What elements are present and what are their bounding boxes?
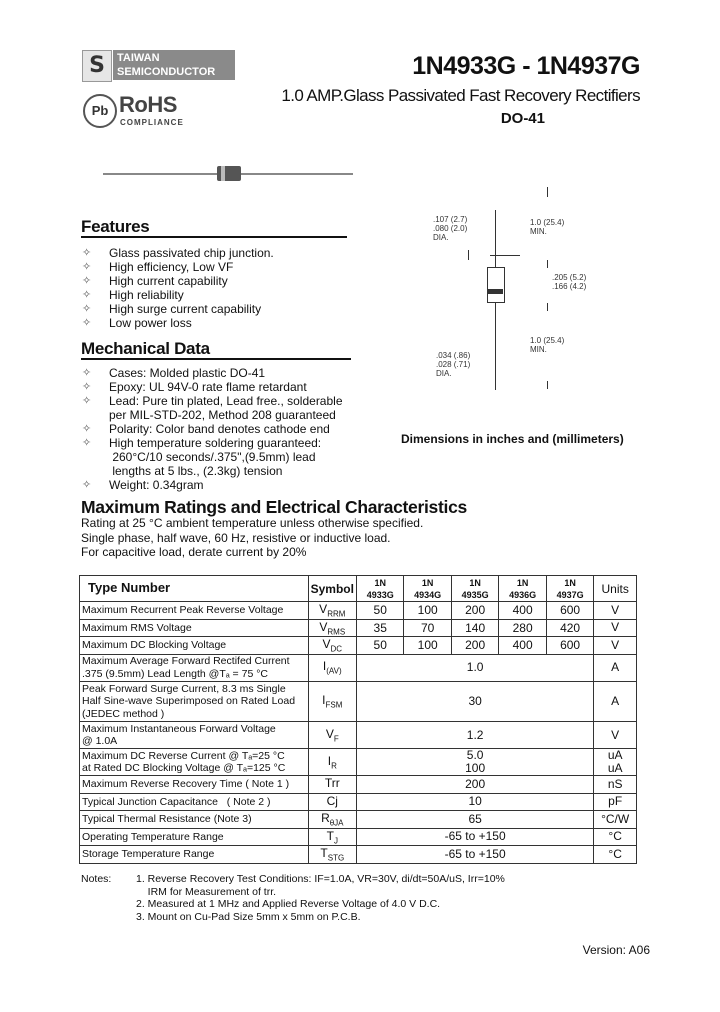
list-item-text: Weight: 0.34gram [109, 478, 204, 492]
symbol-subscript: FSM [325, 700, 343, 710]
param-symbol [308, 828, 356, 846]
bullet-icon: ✧ [82, 395, 92, 407]
bullet-icon: ✧ [82, 247, 92, 259]
list-item-text: High temperature soldering guaranteed: [109, 436, 322, 450]
param-value: -65 to +150 [356, 828, 593, 846]
param-value: 200 [356, 776, 593, 794]
symbol-main: R [321, 811, 330, 826]
symbol-subscript: J [333, 835, 338, 845]
company-name [113, 50, 235, 80]
param-unit: °C [594, 828, 637, 846]
list-item-text: Low power loss [109, 316, 192, 330]
param-description: Typical Thermal Resistance (Note 3) [80, 811, 309, 829]
param-symbol [308, 846, 356, 864]
list-item [82, 274, 274, 288]
table-row [80, 654, 637, 681]
bullet-icon [82, 408, 109, 422]
param-unit: V [594, 637, 637, 655]
header-device: 1N 4934G [404, 576, 451, 602]
mechanical-heading: Mechanical Data [81, 339, 210, 358]
param-value: 420 [546, 619, 593, 637]
version-label: Version: A06 [582, 943, 650, 957]
list-item-text: Glass passivated chip junction. [109, 246, 274, 260]
bullet-icon [82, 450, 109, 464]
company-line-2: SEMICONDUCTOR [117, 66, 216, 78]
table-row [80, 846, 637, 864]
symbol-subscript: RRM [327, 609, 346, 619]
list-item [82, 436, 343, 450]
ratings-line: Rating at 25 °C ambient temperature unless otherwise specified. [81, 516, 424, 530]
part-subtitle: 1.0 AMP.Glass Passivated Fast Recovery Rectifiers [281, 86, 640, 105]
dim-body-length: .205 (5.2) .166 (4.2) [552, 273, 587, 291]
param-unit: °C [594, 846, 637, 864]
list-item [82, 394, 343, 408]
drawing-body [487, 267, 505, 303]
symbol-main: Trr [324, 776, 340, 791]
bullet-icon: ✧ [82, 479, 92, 491]
list-item-text: per MIL-STD-202, Method 208 guaranteed [109, 408, 336, 422]
param-unit: nS [594, 776, 637, 794]
param-description: Operating Temperature Range [80, 828, 309, 846]
features-list [82, 246, 274, 330]
param-description: Storage Temperature Range [80, 846, 309, 864]
list-item [82, 450, 343, 464]
symbol-main: V [325, 726, 334, 741]
symbol-main: Cj [326, 793, 338, 808]
dim-lead-dia: .107 (2.7) .080 (2.0) DIA. [433, 215, 468, 242]
list-item-text: Lead: Pure tin plated, Lead free., solderable [109, 394, 343, 408]
param-value: 200 [451, 637, 498, 655]
rohs-mark: RoHS [119, 92, 177, 117]
mechanical-list [82, 366, 343, 492]
list-item-text: Epoxy: UL 94V-0 rate flame retardant [109, 380, 307, 394]
param-value: 100 [404, 602, 451, 620]
dim-wire-dia: .034 (.86) .028 (.71) DIA. [436, 351, 471, 378]
symbol-subscript: F [333, 734, 339, 744]
note-item: IRM for Measurement of trr. [136, 885, 277, 898]
list-item [82, 366, 343, 380]
list-item [82, 316, 274, 330]
param-value: 100 [404, 637, 451, 655]
ratings-heading: Maximum Ratings and Electrical Characteristics [81, 497, 467, 517]
param-value: 5.0 100 [356, 749, 593, 776]
param-value: 50 [356, 637, 403, 655]
param-unit: °C/W [594, 811, 637, 829]
param-symbol [308, 793, 356, 811]
drawing-band [488, 289, 503, 294]
param-value: 140 [451, 619, 498, 637]
param-value: 400 [499, 637, 546, 655]
param-value: 50 [356, 602, 403, 620]
param-unit: V [594, 722, 637, 749]
param-value: 35 [356, 619, 403, 637]
param-description: Typical Junction Capacitance ( Note 2 ) [80, 793, 309, 811]
param-description: Maximum DC Blocking Voltage [80, 637, 309, 655]
note-item: 1. Reverse Recovery Test Conditions: IF=1.0A, VR=30V, di/dt=50A/uS, Irr=10% [136, 873, 505, 885]
param-description: Maximum Recurrent Peak Reverse Voltage [80, 602, 309, 620]
param-symbol [308, 637, 356, 655]
param-value: 30 [356, 681, 593, 722]
symbol-subscript: θJA [329, 818, 344, 828]
param-value: 280 [499, 619, 546, 637]
symbol-subscript: STG [327, 853, 345, 863]
table-row [80, 602, 637, 620]
features-rule [81, 236, 347, 238]
notes [81, 873, 505, 923]
header-device: 1N 4936G [499, 576, 546, 602]
param-unit: A [594, 681, 637, 722]
bullet-icon: ✧ [82, 289, 92, 301]
package-label: DO-41 [500, 110, 545, 127]
param-value: 10 [356, 793, 593, 811]
table-row [80, 619, 637, 637]
table-row [80, 722, 637, 749]
param-value: 65 [356, 811, 593, 829]
param-value: 1.2 [356, 722, 593, 749]
table-header-row [80, 576, 637, 602]
part-title: 1N4933G - 1N4937G [412, 52, 640, 80]
dim-top-length: 1.0 (25.4) MIN. [530, 218, 565, 236]
param-symbol [308, 749, 356, 776]
param-symbol [308, 722, 356, 749]
param-symbol [308, 602, 356, 620]
list-item [82, 246, 274, 260]
bullet-icon: ✧ [82, 317, 92, 329]
bullet-icon: ✧ [82, 367, 92, 379]
list-item [82, 464, 343, 478]
param-description: Maximum Instantaneous Forward Voltage @ 1.0A [80, 722, 309, 749]
table-row [80, 811, 637, 829]
list-item-text: High reliability [109, 288, 184, 302]
pb-free-icon: Pb [83, 94, 117, 128]
company-logo [82, 50, 112, 82]
list-item [82, 288, 274, 302]
symbol-main: V [322, 637, 331, 652]
param-unit: V [594, 619, 637, 637]
note-item: 2. Measured at 1 MHz and Applied Reverse Voltage of 4.0 V D.C. [136, 898, 441, 910]
param-value: 600 [546, 602, 593, 620]
list-item [82, 422, 343, 436]
ratings-table [79, 575, 637, 864]
param-unit: V [594, 602, 637, 620]
company-line-1: TAIWAN [117, 52, 160, 64]
list-item [82, 408, 343, 422]
param-unit: A [594, 654, 637, 681]
param-unit: pF [594, 793, 637, 811]
bullet-icon: ✧ [82, 381, 92, 393]
param-symbol [308, 654, 356, 681]
list-item [82, 260, 274, 274]
notes-label: Notes: [81, 873, 112, 885]
param-description: Peak Forward Surge Current, 8.3 ms Single Half Sine-wave Superimposed on Rated Load (JEDEC method ) [80, 681, 309, 722]
ratings-conditions [81, 516, 423, 560]
header-device: 1N 4937G [546, 576, 593, 602]
symbol-main: V [319, 602, 328, 617]
param-symbol [308, 619, 356, 637]
list-item [82, 380, 343, 394]
bullet-icon: ✧ [82, 437, 92, 449]
list-item-text: lengths at 5 lbs., (2.3kg) tension [109, 464, 283, 478]
param-symbol [308, 776, 356, 794]
list-item-text: High efficiency, Low VF [109, 260, 234, 274]
param-value: -65 to +150 [356, 846, 593, 864]
param-value: 400 [499, 602, 546, 620]
note-item: 3. Mount on Cu-Pad Size 5mm x 5mm on P.C.B. [136, 910, 361, 923]
bullet-icon: ✧ [82, 303, 92, 315]
list-item-text: Cases: Molded plastic DO-41 [109, 366, 266, 380]
param-description: Maximum RMS Voltage [80, 619, 309, 637]
bullet-icon: ✧ [82, 275, 92, 287]
symbol-main: T [326, 828, 334, 843]
dimension-drawing [400, 185, 640, 435]
list-item-text: Polarity: Color band denotes cathode end [109, 422, 330, 436]
table-row [80, 749, 637, 776]
param-value: 600 [546, 637, 593, 655]
ratings-line: For capacitive load, derate current by 20% [81, 545, 307, 559]
symbol-main: I [322, 659, 327, 674]
header-units: Units [594, 576, 637, 602]
table-row [80, 681, 637, 722]
param-symbol [308, 681, 356, 722]
bullet-icon [82, 464, 109, 478]
dim-bottom-length: 1.0 (25.4) MIN. [530, 336, 565, 354]
list-item-text: 260°C/10 seconds/.375",(9.5mm) lead [109, 450, 316, 464]
list-item [82, 478, 343, 492]
cathode-band [221, 166, 225, 181]
param-description: Maximum Reverse Recovery Time ( Note 1 ) [80, 776, 309, 794]
param-symbol [308, 811, 356, 829]
dimension-caption: Dimensions in inches and (millimeters) [401, 432, 624, 446]
list-item [82, 302, 274, 316]
param-description: Maximum DC Reverse Current @ Tₐ=25 °C at Rated DC Blocking Voltage @ Tₐ=125 °C [80, 749, 309, 776]
table-row [80, 637, 637, 655]
features-heading: Features [81, 217, 150, 236]
list-item-text: High surge current capability [109, 302, 262, 316]
param-value: 200 [451, 602, 498, 620]
param-unit: uA uA [594, 749, 637, 776]
table-row [80, 776, 637, 794]
header-type-number: Type Number [80, 576, 309, 602]
symbol-subscript: DC [330, 644, 343, 654]
rohs-compliance: COMPLIANCE [120, 118, 184, 127]
symbol-subscript: (AV) [326, 666, 342, 676]
bullet-icon: ✧ [82, 423, 92, 435]
list-item-text: High current capability [109, 274, 228, 288]
symbol-subscript: RMS [327, 626, 346, 636]
header-device: 1N 4933G [356, 576, 403, 602]
logo-glyph: S [89, 53, 105, 78]
symbol-main: I [322, 693, 326, 708]
bullet-icon: ✧ [82, 261, 92, 273]
param-description: Maximum Average Forward Rectifed Current .375 (9.5mm) Lead Length @Tₐ = 75 °C [80, 654, 309, 681]
param-value: 1.0 [356, 654, 593, 681]
table-row [80, 793, 637, 811]
header-symbol: Symbol [308, 576, 356, 602]
symbol-subscript: R [331, 761, 337, 771]
mechanical-rule [81, 358, 351, 360]
symbol-main: I [327, 753, 332, 768]
symbol-main: T [320, 846, 328, 861]
param-value: 70 [404, 619, 451, 637]
header-device: 1N 4935G [451, 576, 498, 602]
symbol-main: V [319, 619, 328, 634]
ratings-line: Single phase, half wave, 60 Hz, resistive or inductive load. [81, 530, 391, 545]
table-row [80, 828, 637, 846]
